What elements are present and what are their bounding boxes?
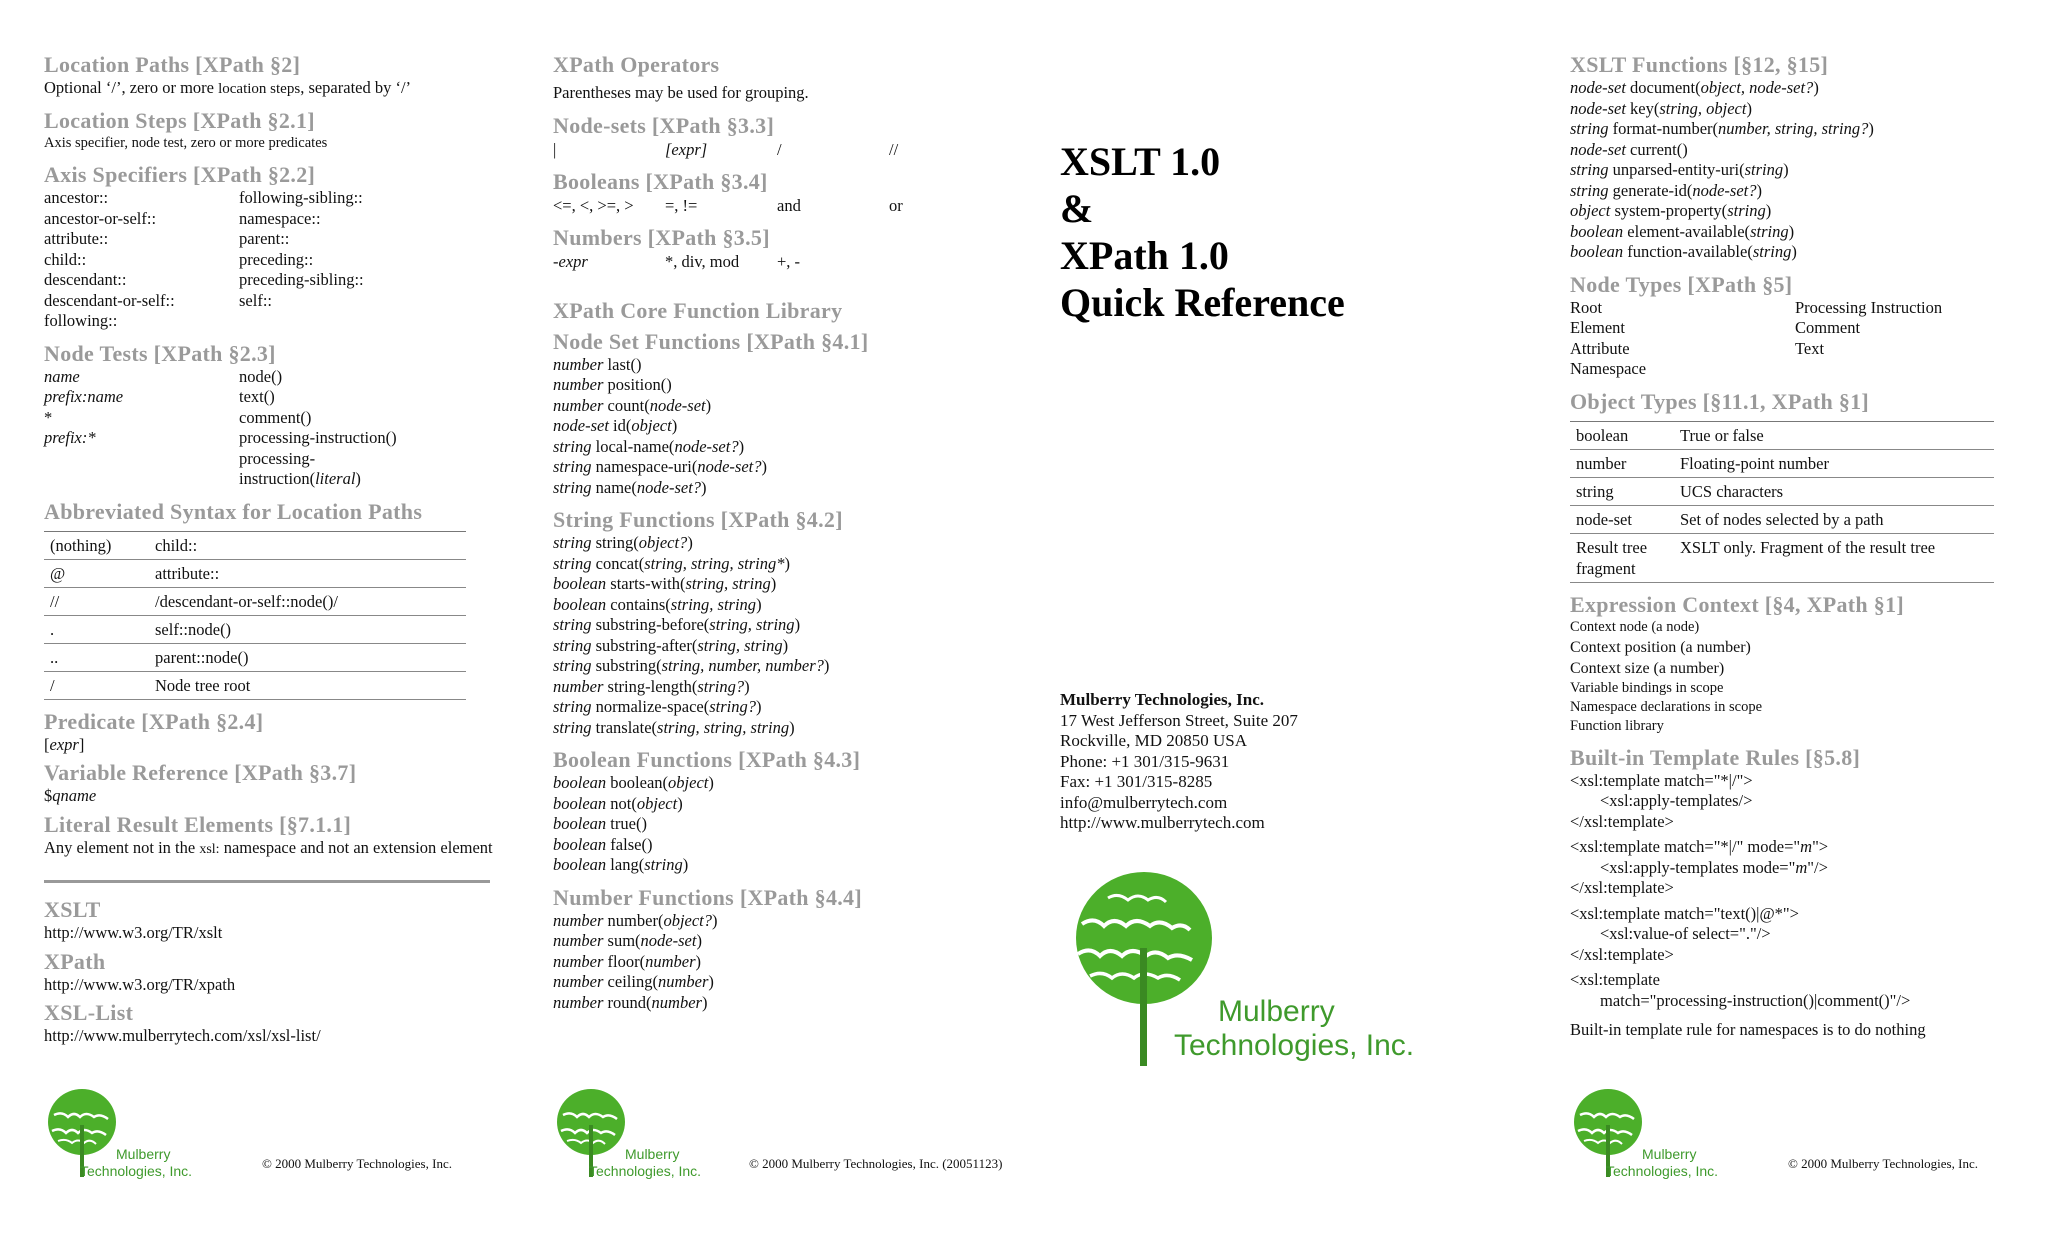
function-signature: string normalize-space(string?) (553, 697, 762, 716)
node-test-value: processing- (239, 448, 316, 468)
column-xpath-operators (553, 52, 973, 1013)
builtin-rule: <xsl:template match="processing-instruction()|comment()"/> (1570, 970, 1911, 1010)
function-signature: number position() (553, 375, 672, 394)
function-signature: boolean contains(string, string) (553, 594, 762, 614)
location-steps-title: Location Steps [XPath §2.1] (44, 108, 315, 133)
node-types-list (1570, 298, 2010, 380)
builtin-rules-title: Built-in Template Rules [§5.8] (1570, 744, 1861, 770)
axis-item: attribute:: (44, 229, 109, 248)
svg-text:Technologies, Inc.: Technologies, Inc. (1606, 1163, 1719, 1179)
function-signature: number ceiling(number) (553, 972, 714, 991)
table-row: number Floating-point number (1570, 450, 1994, 478)
node-type: Comment (1795, 318, 1861, 337)
function-signature: number last() (553, 354, 642, 374)
table-row: . self::node() (44, 616, 466, 644)
node-types-title: Node Types [XPath §5] (1570, 271, 1793, 297)
footer-col2 (553, 1085, 1002, 1180)
context-item: Context size (a number) (1570, 659, 1725, 677)
numbers-operators: -expr *, div, mod +, - (553, 251, 801, 271)
variable-reference-title: Variable Reference [XPath §3.7] (44, 760, 357, 785)
svg-text:Technologies, Inc.: Technologies, Inc. (1174, 1029, 1415, 1062)
function-signature: number floor(number) (553, 951, 702, 971)
node-tests-list (44, 367, 494, 490)
numbers-title: Numbers [XPath §3.5] (553, 224, 770, 250)
address-line: 17 West Jefferson Street, Suite 207 (1060, 710, 1298, 730)
string-functions-title: String Functions [XPath §4.2] (553, 507, 843, 532)
literal-result-text: Any element not in the xsl: namespace and not an extension element (44, 837, 493, 857)
xsl-list-link[interactable]: http://www.mulberrytech.com/xsl/xsl-list/ (44, 1026, 321, 1045)
function-signature: number number(object?) (553, 910, 718, 930)
node-test-value: instruction(literal) (239, 469, 361, 488)
axis-item: descendant-or-self:: (44, 290, 175, 310)
node-test-pattern: * (44, 407, 53, 427)
builtin-rule: <xsl:template match="*|/"> <xsl:apply-templates/> </xsl:template> (1570, 770, 1753, 831)
mulberry-logo-small (44, 1085, 234, 1180)
function-signature: node-set key(string, object) (1570, 98, 1752, 118)
function-signature: node-set current() (1570, 139, 1688, 159)
table-row: (nothing) child:: (44, 532, 466, 560)
copyright-col4: © 2000 Mulberry Technologies, Inc. (1788, 1156, 1978, 1171)
svg-text:Technologies, Inc.: Technologies, Inc. (80, 1163, 193, 1179)
website-link[interactable]: http://www.mulberrytech.com (1060, 813, 1265, 832)
table-row: / Node tree root (44, 672, 466, 700)
node-tests-title: Node Tests [XPath §2.3] (44, 340, 276, 366)
builtin-note: Built-in template rule for namespaces is to do nothing (1570, 1020, 1926, 1039)
location-paths-text: Optional ‘/’, zero or more location steps, separated by ‘/’ (44, 78, 412, 97)
variable-reference-text: $qname (44, 786, 97, 805)
context-item: Context position (a number) (1570, 638, 1751, 656)
node-test-value: processing-instruction() (239, 428, 397, 447)
context-item: Function library (1570, 717, 1664, 734)
function-signature: string unparsed-entity-uri(string) (1570, 160, 1789, 179)
function-signature: number count(node-set) (553, 395, 712, 415)
axis-item: preceding-sibling:: (239, 270, 364, 289)
xslt-functions-list (1570, 78, 2010, 263)
svg-text:Mulberry: Mulberry (625, 1146, 680, 1162)
object-types-table (1570, 421, 1994, 583)
function-signature: boolean lang(string) (553, 855, 689, 874)
xslt-link-title: XSLT (44, 897, 101, 922)
node-test-pattern: prefix:name (44, 387, 124, 406)
function-signature: boolean not(object) (553, 793, 683, 813)
number-functions-title: Number Functions [XPath §4.4] (553, 884, 862, 910)
company-address (1060, 690, 1298, 834)
function-signature: string name(node-set?) (553, 477, 707, 497)
svg-text:Technologies, Inc.: Technologies, Inc. (589, 1163, 702, 1179)
svg-text:Mulberry: Mulberry (116, 1146, 171, 1162)
expression-context-title: Expression Context [§4, XPath §1] (1570, 591, 1904, 617)
column-xslt-functions (1570, 52, 2010, 1041)
axis-item: ancestor-or-self:: (44, 208, 157, 228)
function-signature: node-set document(object, node-set?) (1570, 78, 1819, 97)
xpath-link[interactable]: http://www.w3.org/TR/xpath (44, 974, 236, 994)
table-row: string UCS characters (1570, 478, 1994, 506)
function-signature: boolean element-available(string) (1570, 221, 1795, 241)
function-signature: string translate(string, string, string) (553, 717, 795, 737)
predicate-title: Predicate [XPath §2.4] (44, 708, 264, 734)
function-signature: string format-number(number, string, string?) (1570, 119, 1874, 138)
node-sets-title: Node-sets [XPath §3.3] (553, 112, 775, 138)
node-type: Element (1570, 318, 1625, 337)
axis-specifiers-title: Axis Specifiers [XPath §2.2] (44, 162, 316, 187)
axis-specifiers-list (44, 188, 494, 332)
axis-item: following-sibling:: (239, 188, 363, 207)
axis-item: ancestor:: (44, 188, 109, 207)
function-signature: boolean function-available(string) (1570, 242, 1797, 261)
string-functions-list (553, 533, 973, 738)
table-row: Result tree fragment XSLT only. Fragment of the result tree (1570, 534, 1994, 583)
mulberry-logo-small (1570, 1085, 1760, 1180)
xslt-functions-title: XSLT Functions [§12, §15] (1570, 52, 1829, 77)
node-test-value: comment() (239, 407, 312, 427)
node-type: Processing Instruction (1795, 297, 1943, 317)
boolean-functions-title: Boolean Functions [XPath §4.3] (553, 747, 861, 772)
divider (44, 880, 490, 883)
function-signature: string substring-after(string, string) (553, 635, 789, 655)
node-set-functions-list (553, 355, 973, 499)
mulberry-logo-large (1068, 868, 1448, 1068)
tree-icon (44, 1085, 234, 1180)
node-type: Attribute (1570, 338, 1630, 358)
svg-text:Mulberry: Mulberry (1642, 1146, 1697, 1162)
builtin-rule: <xsl:template match="*|/" mode="m"> <xsl:apply-templates mode="m"/> </xsl:template> (1570, 837, 1829, 897)
axis-item: parent:: (239, 229, 290, 248)
table-row: boolean True or false (1570, 422, 1994, 450)
core-library-title: XPath Core Function Library (553, 297, 843, 323)
phone: Phone: +1 301/315-9631 (1060, 751, 1230, 771)
function-signature: object system-property(string) (1570, 201, 1772, 220)
copyright-col2: © 2000 Mulberry Technologies, Inc. (20051123) (749, 1156, 1003, 1171)
booleans-title: Booleans [XPath §3.4] (553, 168, 768, 194)
xsl-list-link-title: XSL-List (44, 1000, 134, 1025)
axis-item: preceding:: (239, 249, 314, 269)
copyright-col1: © 2000 Mulberry Technologies, Inc. (262, 1156, 452, 1171)
fax: Fax: +1 301/315-8285 (1060, 772, 1213, 791)
function-signature: boolean boolean(object) (553, 773, 714, 792)
axis-item: following:: (44, 311, 118, 330)
column-cover (1060, 0, 1500, 1243)
column-location-paths (44, 52, 494, 1047)
table-row: node-set Set of nodes selected by a path (1570, 506, 1994, 534)
function-signature: string substring-before(string, string) (553, 615, 801, 634)
tree-icon (1068, 868, 1448, 1068)
node-sets-operators: | [expr] / // (553, 139, 899, 159)
axis-item: child:: (44, 249, 87, 269)
function-signature: string string(object?) (553, 533, 693, 552)
tree-icon (553, 1085, 743, 1180)
footer-col1 (44, 1085, 452, 1180)
function-signature: string namespace-uri(node-set?) (553, 457, 767, 476)
object-types-title: Object Types [§11.1, XPath §1] (1570, 388, 1870, 414)
function-signature: number sum(node-set) (553, 931, 702, 950)
node-type: Namespace (1570, 359, 1647, 378)
axis-item: self:: (239, 290, 272, 310)
context-item: Variable bindings in scope (1570, 679, 1724, 696)
function-signature: string local-name(node-set?) (553, 436, 745, 456)
svg-text:Mulberry: Mulberry (1218, 995, 1335, 1028)
company-name: Mulberry Technologies, Inc. (1060, 690, 1265, 709)
predicate-text: [expr] (44, 734, 85, 754)
function-signature: boolean starts-with(string, string) (553, 574, 777, 593)
address-line: Rockville, MD 20850 USA (1060, 731, 1247, 750)
function-signature: boolean false() (553, 834, 653, 854)
location-steps-text: Axis specifier, node test, zero or more predicates (44, 135, 328, 151)
tree-icon (1570, 1085, 1760, 1180)
footer-col4 (1570, 1085, 1978, 1180)
function-signature: string generate-id(node-set?) (1570, 180, 1762, 200)
node-type: Text (1795, 338, 1825, 358)
axis-item: namespace:: (239, 208, 321, 228)
xpath-link-title: XPath (44, 948, 106, 974)
xpath-operators-title: XPath Operators (553, 52, 720, 77)
node-test-value: text() (239, 387, 275, 406)
function-signature: number string-length(string?) (553, 676, 750, 696)
node-test-pattern: prefix:* (44, 428, 96, 447)
operators-text: Parentheses may be used for grouping. (553, 83, 809, 102)
node-type: Root (1570, 297, 1603, 317)
function-signature: string concat(string, string, string*) (553, 553, 790, 573)
page-title: XSLT 1.0 & XPath 1.0 Quick Reference (1060, 139, 1345, 325)
xslt-link[interactable]: http://www.w3.org/TR/xslt (44, 923, 223, 942)
booleans-operators: <=, <, >=, > =, != and or (553, 195, 903, 215)
function-signature: number round(number) (553, 992, 708, 1012)
axis-item: descendant:: (44, 270, 127, 289)
function-signature: boolean true() (553, 814, 647, 833)
table-row: @ attribute:: (44, 560, 466, 588)
node-test-value: node() (239, 366, 283, 386)
literal-result-title: Literal Result Elements [§7.1.1] (44, 811, 352, 837)
function-signature: string substring(string, number, number?) (553, 656, 830, 675)
node-set-functions-title: Node Set Functions [XPath §4.1] (553, 328, 869, 354)
table-row: .. parent::node() (44, 644, 466, 672)
number-functions-list (553, 911, 973, 1014)
boolean-functions-list (553, 773, 973, 876)
context-item: Context node (a node) (1570, 618, 1700, 635)
context-item: Namespace declarations in scope (1570, 698, 1763, 715)
table-row: // /descendant-or-self::node()/ (44, 588, 466, 616)
function-signature: node-set id(object) (553, 416, 678, 435)
mulberry-logo-small (553, 1085, 743, 1180)
abbreviated-syntax-title: Abbreviated Syntax for Location Paths (44, 498, 423, 524)
node-test-pattern: name (44, 366, 80, 386)
location-paths-title: Location Paths [XPath §2] (44, 52, 301, 77)
email-link[interactable]: info@mulberrytech.com (1060, 792, 1228, 812)
builtin-rule: <xsl:template match="text()|@*"> <xsl:value-of select="."/> </xsl:template> (1570, 903, 1799, 964)
abbreviated-syntax-table (44, 531, 466, 700)
